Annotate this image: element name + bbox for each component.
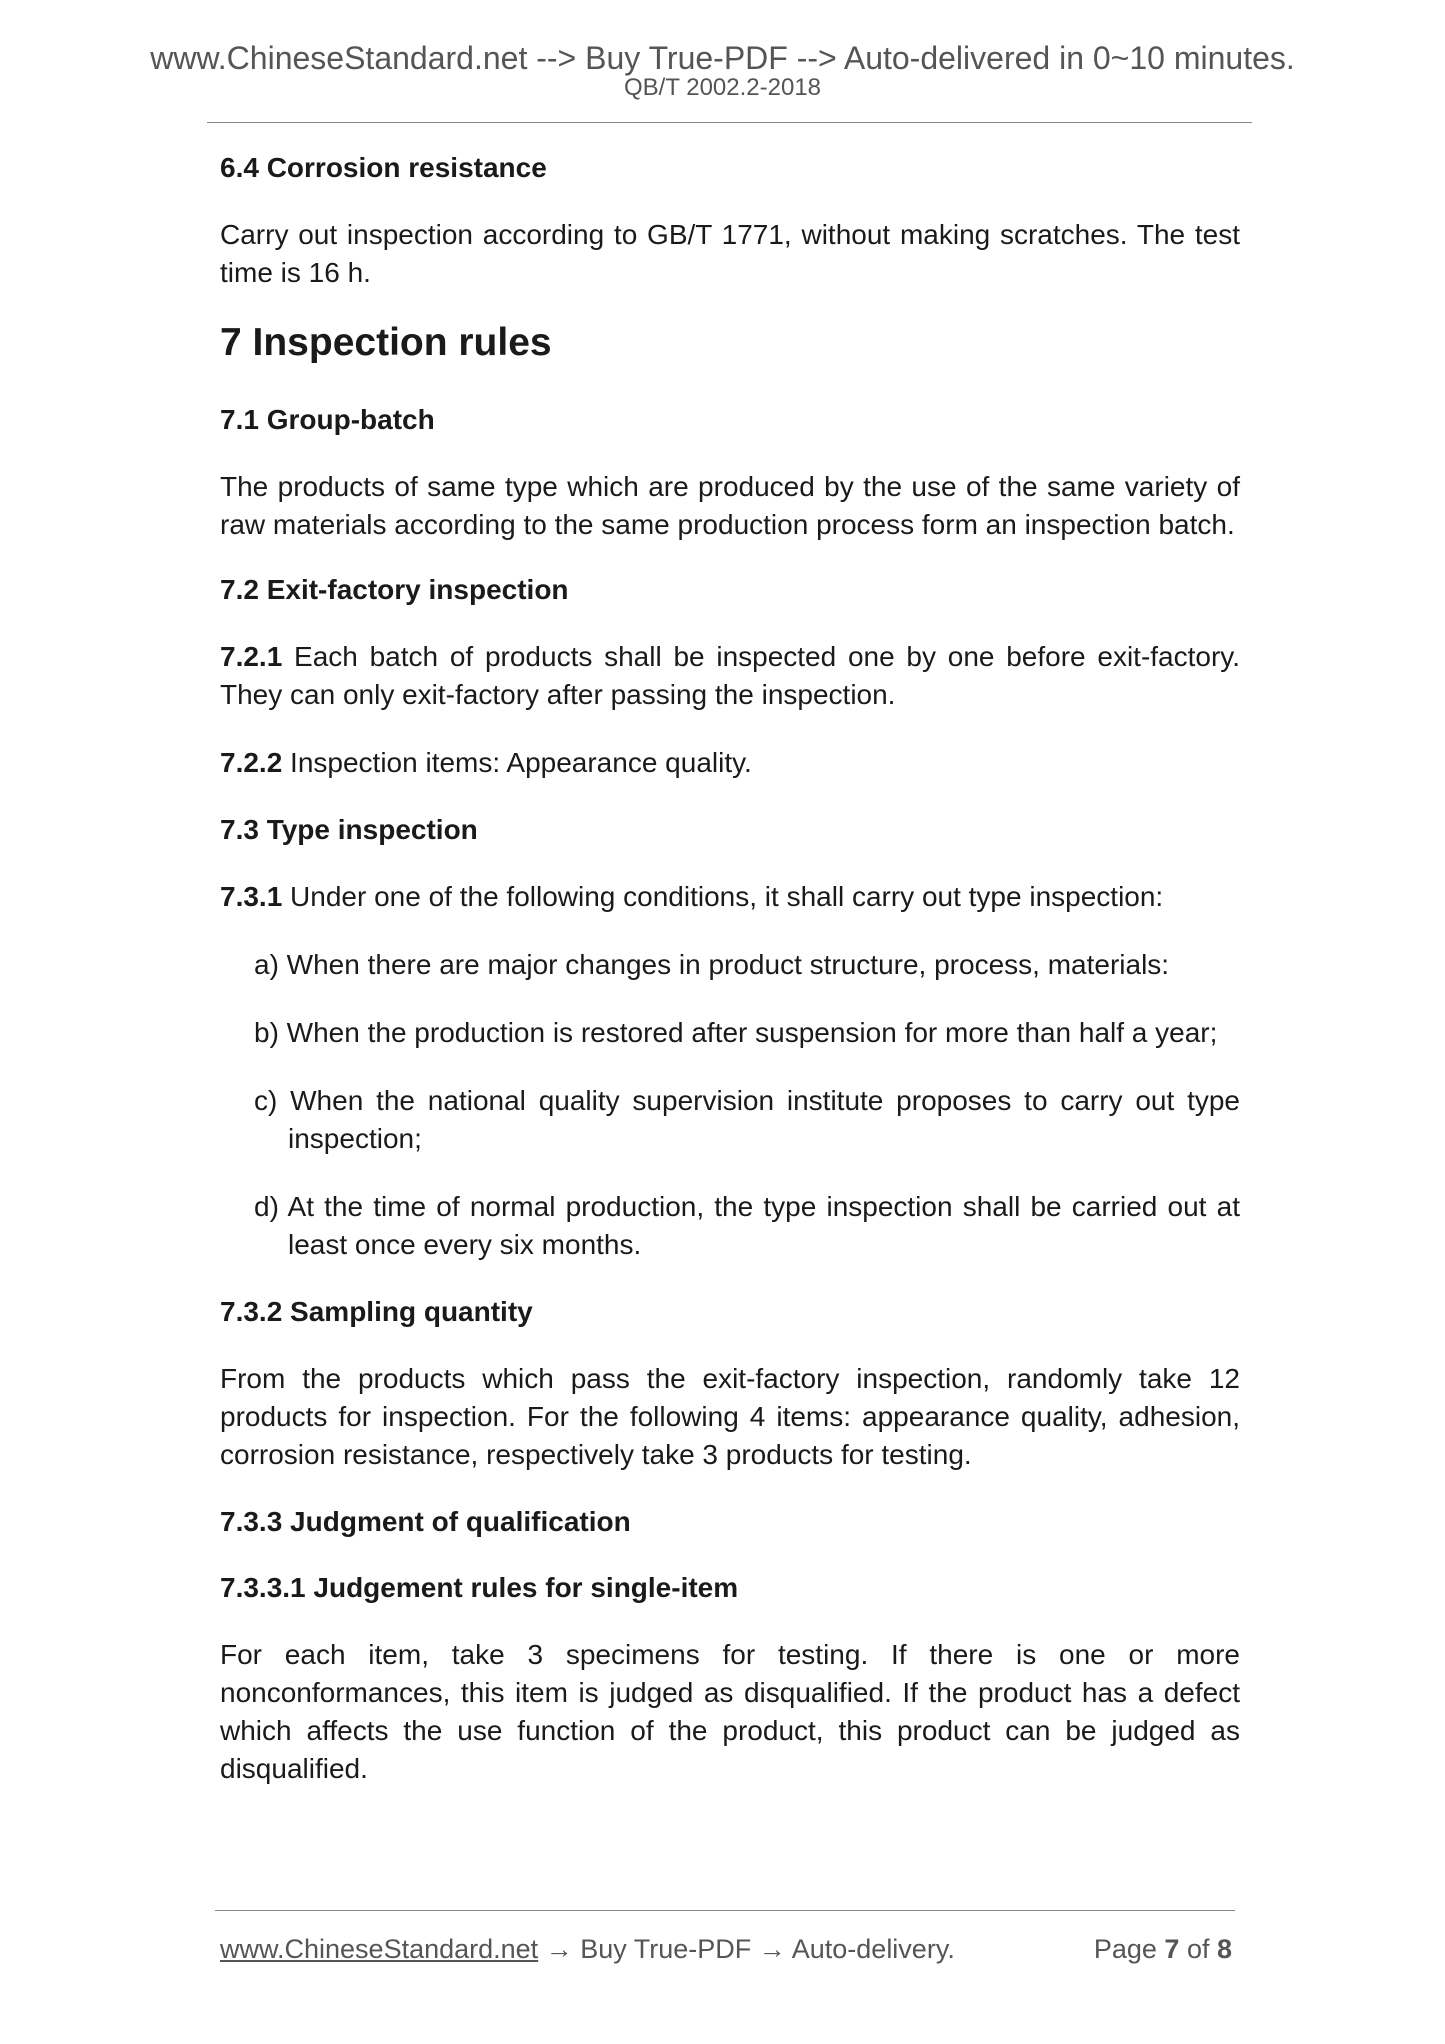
- footer-text: → Buy True-PDF → Auto-delivery.: [538, 1934, 955, 1964]
- heading-7-3-2: 7.3.2 Sampling quantity: [220, 1296, 533, 1327]
- paragraph-7-3-2: From the products which pass the exit-factory inspection, randomly take 12 products for inspection. For the following 4 items: appearance quality, adhesion, corrosion resistance, respectively take 3 products for testing.: [220, 1363, 1240, 1470]
- clause-number: 7.2.2: [220, 747, 283, 778]
- list-item-a: a) When there are major changes in product structure, process, materials:: [254, 949, 1170, 980]
- clause-text: Inspection items: Appearance quality.: [282, 747, 752, 778]
- heading-7-1: 7.1 Group-batch: [220, 404, 435, 435]
- heading-7-3-3-1: 7.3.3.1 Judgement rules for single-item: [220, 1572, 739, 1603]
- standard-number: QB/T 2002.2-2018: [623, 74, 822, 101]
- clause-text: Under one of the following conditions, it shall carry out type inspection:: [282, 881, 1164, 912]
- paragraph-7-2-2: [220, 744, 1240, 782]
- footer-divider: [215, 1910, 1235, 1911]
- clause-number: 7.2.1: [220, 641, 283, 672]
- header-divider: [207, 122, 1252, 123]
- paragraph-7-3-1: [220, 878, 1240, 916]
- page-footer: [220, 1933, 1232, 1965]
- page-indicator: [1094, 1933, 1232, 1965]
- current-page: 7: [1164, 1934, 1180, 1964]
- total-pages: 8: [1216, 1934, 1232, 1964]
- heading-7: 7 Inspection rules: [220, 321, 552, 364]
- heading-7-3-3: 7.3.3 Judgment of qualification: [220, 1506, 631, 1537]
- paragraph-6-4: Carry out inspection according to GB/T 1771, without making scratches. The test time is 16 h.: [220, 219, 1240, 288]
- list-item-c: c) When the national quality supervision institute proposes to carry out type inspection;: [254, 1085, 1240, 1154]
- clause-number: 7.3.1: [220, 881, 283, 912]
- document-body: [220, 150, 1240, 1788]
- list-item-d: d) At the time of normal production, the type inspection shall be carried out at least once every six months.: [254, 1191, 1240, 1260]
- paragraph-7-2-1: [220, 638, 1240, 714]
- paragraph-7-1: The products of same type which are produced by the use of the same variety of raw materials according to the same production process form an inspection batch.: [220, 471, 1240, 540]
- footer-site-link[interactable]: www.ChineseStandard.net: [220, 1934, 539, 1964]
- of-label: of: [1179, 1934, 1217, 1964]
- heading-7-2: 7.2 Exit-factory inspection: [220, 574, 569, 605]
- site-banner: www.ChineseStandard.net --> Buy True-PDF --> Auto-delivered in 0~10 minutes.: [150, 40, 1295, 76]
- clause-text: Each batch of products shall be inspected one by one before exit-factory. They can only exit-factory after passing the inspection.: [220, 641, 1240, 710]
- list-item-b: b) When the production is restored after suspension for more than half a year;: [254, 1017, 1218, 1048]
- page-label: Page: [1093, 1934, 1165, 1964]
- heading-6-4: 6.4 Corrosion resistance: [220, 152, 547, 183]
- heading-7-3: 7.3 Type inspection: [220, 814, 478, 845]
- paragraph-7-3-3-1: For each item, take 3 specimens for testing. If there is one or more nonconformances, this item is judged as disqualified. If the product has a defect which affects the use function of the product, this product can be judged as disqualified.: [220, 1639, 1240, 1784]
